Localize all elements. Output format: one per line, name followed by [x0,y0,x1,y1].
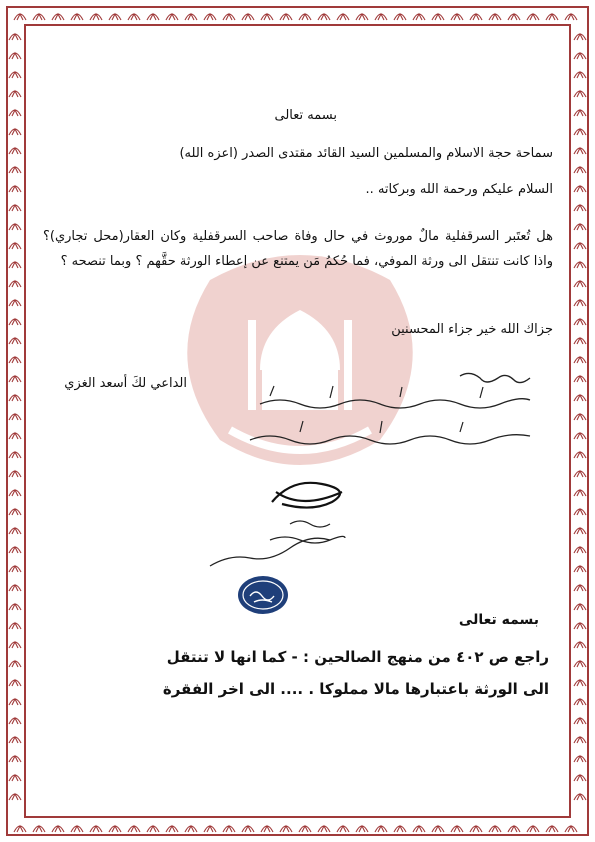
border-ornament [90,14,102,20]
border-ornament [9,414,21,420]
border-ornament [574,357,586,363]
border-ornament [242,14,254,20]
border-ornament [432,826,444,832]
border-ornament [413,14,425,20]
border-ornament [261,14,273,20]
border-ornament [574,490,586,496]
border-ornament [9,357,21,363]
border-ornament [394,14,406,20]
border-ornament [128,14,140,20]
handwritten-answer [240,364,540,464]
border-ornament [9,53,21,59]
border-ornament [14,826,26,832]
border-ornament [9,737,21,743]
border-ornament [574,623,586,629]
border-ornament [9,699,21,705]
border-ornament [71,14,83,20]
border-ornament [574,699,586,705]
petitioner-signature: الداعي لكَ أسعد الغزي [64,376,187,391]
border-ornament [261,826,273,832]
border-ornament [9,186,21,192]
border-ornament [9,338,21,344]
border-ornament [574,604,586,610]
letter-question: هل تُعتَبر السرقفلية مالٌ موروث في حال وفاة صاحب السرقفلية وكان العقار(محل تجاري)؟ واذا كانت تنتقل الى ورثة الموفي، فما حُكمُ مَن يمتنع عن إعطاء الورثة حقَّهم ؟ وبما تنصحه ؟ [43,229,553,269]
border-ornament [574,338,586,344]
border-ornament [574,642,586,648]
letter-basmala: بسمه تعالى [274,108,337,123]
border-ornament [432,14,444,20]
border-ornament [318,826,330,832]
border-ornament [375,14,387,20]
border-ornament [574,376,586,382]
border-ornament [33,826,45,832]
border-ornament [375,826,387,832]
border-ornament [166,14,178,20]
border-ornament [9,452,21,458]
border-ornament [9,547,21,553]
border-ornament [128,826,140,832]
border-ornament [242,826,254,832]
border-ornament [356,14,368,20]
border-ornament [9,585,21,591]
border-ornament [527,14,539,20]
border-ornament [574,414,586,420]
border-ornament [9,148,21,154]
border-ornament [147,826,159,832]
border-ornament [90,826,102,832]
answer-basmala: بسمه تعالى [458,612,539,628]
border-ornament [574,794,586,800]
border-ornament [508,826,520,832]
border-ornament [9,566,21,572]
border-ornament [546,14,558,20]
border-ornament [574,224,586,230]
border-ornament [574,585,586,591]
border-ornament [574,281,586,287]
border-ornament [394,826,406,832]
border-ornament [574,509,586,515]
border-ornament [318,14,330,20]
border-ornament [470,826,482,832]
border-ornament [565,14,577,20]
border-ornament [574,262,586,268]
border-ornament [9,205,21,211]
border-ornament [52,14,64,20]
border-ornament [574,91,586,97]
office-seal [236,574,290,616]
border-ornament [489,14,501,20]
border-ornament [9,528,21,534]
border-ornament [574,528,586,534]
border-ornament [574,775,586,781]
border-ornament [337,826,349,832]
border-ornament [574,452,586,458]
border-ornament [9,490,21,496]
border-ornament [204,826,216,832]
border-ornament [9,91,21,97]
border-ornament [508,14,520,20]
border-ornament [574,718,586,724]
border-ornament [280,14,292,20]
border-ornament [527,826,539,832]
border-ornament [185,826,197,832]
border-ornament [9,34,21,40]
border-ornament [109,826,121,832]
letter-greeting: السلام عليكم ورحمة الله وبركاته .. [365,182,553,197]
border-ornament [223,826,235,832]
border-ornament [574,319,586,325]
border-ornament [9,433,21,439]
border-ornament [574,433,586,439]
border-ornament [9,395,21,401]
border-ornament [223,14,235,20]
border-ornament [166,826,178,832]
border-ornament [574,34,586,40]
border-ornament [451,826,463,832]
border-ornament [574,243,586,249]
border-ornament [9,604,21,610]
border-ornament [9,471,21,477]
answer-line-1: راجع ص ٤٠٢ من منهج الصالحين : - كما انها لا تنتقل [166,648,549,666]
letter-addressee: سماحة حجة الاسلام والمسلمين السيد القائد مقتدى الصدر (اعزه الله) [179,146,553,161]
border-ornament [574,148,586,154]
border-ornament [546,826,558,832]
border-ornament [9,509,21,515]
border-ornament [470,14,482,20]
border-ornament [9,623,21,629]
border-ornament [574,110,586,116]
border-ornament [451,14,463,20]
border-ornament [574,53,586,59]
border-ornament [9,72,21,78]
border-ornament [9,110,21,116]
border-ornament [9,300,21,306]
border-ornament [9,129,21,135]
border-ornament [337,14,349,20]
letter-thanks: جزاك الله خير جزاء المحسنين [391,322,553,337]
border-ornament [574,661,586,667]
border-ornament [413,826,425,832]
border-ornament [9,376,21,382]
office-signature-date [200,516,350,576]
border-ornament [299,14,311,20]
border-ornament [574,547,586,553]
border-ornament [574,680,586,686]
border-ornament [565,826,577,832]
border-ornament [574,72,586,78]
border-ornament [280,826,292,832]
border-ornament [9,167,21,173]
border-ornament [574,737,586,743]
border-ornament [574,395,586,401]
border-ornament [9,680,21,686]
border-ornament [9,661,21,667]
border-ornament [14,14,26,20]
border-ornament [33,14,45,20]
border-ornament [185,14,197,20]
border-ornament [9,775,21,781]
signature-flourish [262,472,362,516]
border-ornament [574,186,586,192]
border-ornament [574,300,586,306]
border-ornament [574,167,586,173]
border-ornament [9,794,21,800]
border-ornament [9,642,21,648]
border-ornament [489,826,501,832]
border-ornament [71,826,83,832]
border-ornament [574,756,586,762]
border-ornament [9,262,21,268]
border-ornament [9,718,21,724]
border-ornament [574,129,586,135]
border-ornament [574,566,586,572]
border-ornament [9,281,21,287]
border-ornament [52,826,64,832]
border-ornament [299,826,311,832]
border-ornament [109,14,121,20]
border-ornament [574,471,586,477]
border-ornament [356,826,368,832]
border-ornament [9,319,21,325]
border-ornament [9,756,21,762]
border-ornament [204,14,216,20]
border-ornament [9,224,21,230]
border-ornament [147,14,159,20]
answer-line-2: الى الورثة باعتبارها مالا مملوكا . .... الى اخر الفقرة [162,680,549,698]
border-ornament [9,243,21,249]
border-ornament [574,205,586,211]
